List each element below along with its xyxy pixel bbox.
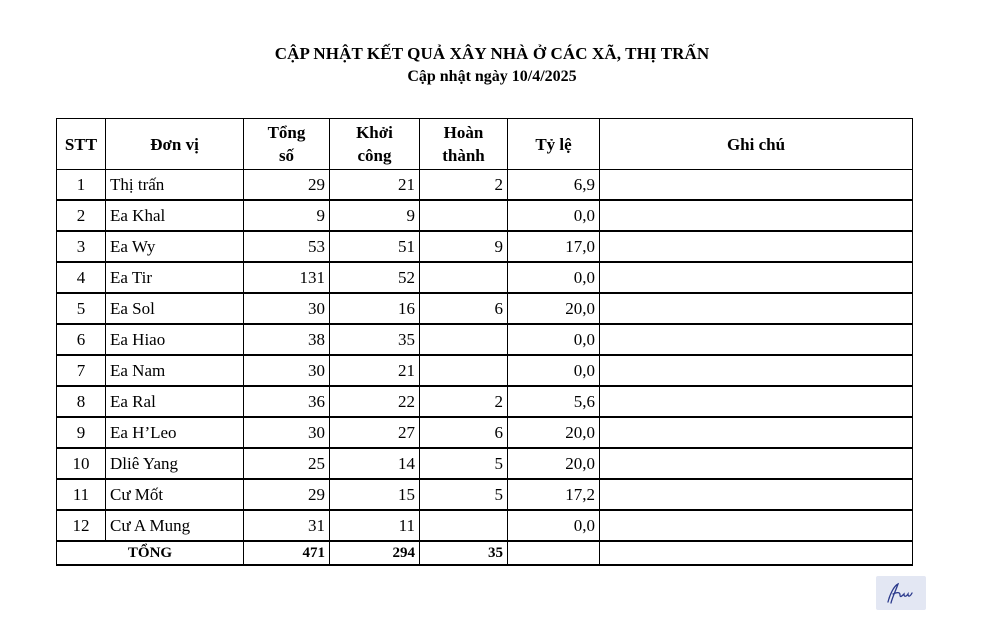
cell-total: 36 [244, 386, 330, 417]
cell-done: 2 [420, 170, 508, 201]
total-label: TỔNG [57, 541, 244, 565]
cell-total: 25 [244, 448, 330, 479]
header-total-line1: Tổng [267, 123, 306, 142]
cell-start: 35 [330, 324, 420, 355]
table-row [57, 170, 913, 201]
cell-unit: Ea Hiao [106, 324, 244, 355]
cell-start: 22 [330, 386, 420, 417]
cell-total: 29 [244, 170, 330, 201]
total-done: 35 [420, 541, 508, 565]
cell-unit: Ea Ral [106, 386, 244, 417]
header-total [244, 119, 330, 170]
cell-unit: Ea Sol [106, 293, 244, 324]
header-done [420, 119, 508, 170]
cell-rate: 0,0 [508, 200, 600, 231]
cell-unit: Ea H’Leo [106, 417, 244, 448]
total-total: 471 [244, 541, 330, 565]
cell-note [600, 417, 913, 448]
header-start [330, 119, 420, 170]
cell-unit: Cư A Mung [106, 510, 244, 541]
cell-note [600, 200, 913, 231]
table-row [57, 510, 913, 541]
cell-unit: Dliê Yang [106, 448, 244, 479]
cell-start: 21 [330, 170, 420, 201]
cell-start: 11 [330, 510, 420, 541]
header-unit: Đơn vị [106, 119, 244, 170]
cell-stt: 12 [57, 510, 106, 541]
cell-note [600, 324, 913, 355]
cell-total: 30 [244, 293, 330, 324]
cell-stt: 7 [57, 355, 106, 386]
signature-stamp [876, 576, 926, 610]
cell-unit: Thị trấn [106, 170, 244, 201]
cell-rate: 0,0 [508, 510, 600, 541]
table-row [57, 386, 913, 417]
cell-done: 6 [420, 417, 508, 448]
cell-rate: 0,0 [508, 324, 600, 355]
cell-stt: 4 [57, 262, 106, 293]
cell-rate: 0,0 [508, 262, 600, 293]
cell-unit: Ea Khal [106, 200, 244, 231]
cell-total: 38 [244, 324, 330, 355]
cell-unit: Ea Nam [106, 355, 244, 386]
header-done-line2: thành [442, 146, 485, 165]
cell-done: 2 [420, 386, 508, 417]
header-rate: Tỷ lệ [508, 119, 600, 170]
cell-start: 52 [330, 262, 420, 293]
total-note [600, 541, 913, 565]
total-start: 294 [330, 541, 420, 565]
header-start-line2: công [357, 146, 392, 165]
cell-total: 31 [244, 510, 330, 541]
cell-done [420, 262, 508, 293]
cell-note [600, 479, 913, 510]
cell-rate: 20,0 [508, 448, 600, 479]
cell-rate: 6,9 [508, 170, 600, 201]
cell-rate: 17,2 [508, 479, 600, 510]
cell-stt: 10 [57, 448, 106, 479]
cell-done: 9 [420, 231, 508, 262]
cell-done: 5 [420, 448, 508, 479]
cell-done: 6 [420, 293, 508, 324]
table-row [57, 479, 913, 510]
cell-start: 14 [330, 448, 420, 479]
cell-done: 5 [420, 479, 508, 510]
header-total-line2: số [278, 146, 295, 165]
header-stt: STT [57, 119, 106, 170]
results-table [56, 118, 913, 566]
table-row [57, 324, 913, 355]
signature-scribble-icon [876, 576, 926, 610]
header-start-line1: Khởi [356, 123, 393, 142]
table-total-row [57, 541, 913, 565]
cell-note [600, 170, 913, 201]
cell-note [600, 510, 913, 541]
cell-total: 30 [244, 355, 330, 386]
cell-stt: 9 [57, 417, 106, 448]
table-row [57, 200, 913, 231]
cell-rate: 20,0 [508, 417, 600, 448]
cell-total: 53 [244, 231, 330, 262]
header-done-line1: Hoàn [443, 123, 484, 142]
cell-note [600, 386, 913, 417]
cell-rate: 17,0 [508, 231, 600, 262]
cell-stt: 3 [57, 231, 106, 262]
cell-total: 30 [244, 417, 330, 448]
cell-note [600, 262, 913, 293]
cell-note [600, 231, 913, 262]
cell-rate: 0,0 [508, 355, 600, 386]
cell-rate: 5,6 [508, 386, 600, 417]
cell-note [600, 293, 913, 324]
document-title: CẬP NHẬT KẾT QUẢ XÂY NHÀ Ở CÁC XÃ, THỊ TRẤN [274, 44, 710, 63]
cell-unit: Ea Wy [106, 231, 244, 262]
cell-start: 15 [330, 479, 420, 510]
cell-note [600, 355, 913, 386]
cell-stt: 5 [57, 293, 106, 324]
cell-rate: 20,0 [508, 293, 600, 324]
cell-note [600, 448, 913, 479]
cell-stt: 6 [57, 324, 106, 355]
cell-stt: 1 [57, 170, 106, 201]
cell-unit: Cư Mốt [106, 479, 244, 510]
table-row [57, 231, 913, 262]
cell-start: 51 [330, 231, 420, 262]
table-header-row [57, 119, 913, 170]
cell-start: 27 [330, 417, 420, 448]
cell-start: 21 [330, 355, 420, 386]
cell-total: 131 [244, 262, 330, 293]
total-rate [508, 541, 600, 565]
cell-done [420, 324, 508, 355]
cell-start: 16 [330, 293, 420, 324]
table-row [57, 355, 913, 386]
header-note: Ghi chú [600, 119, 913, 170]
cell-stt: 11 [57, 479, 106, 510]
cell-stt: 2 [57, 200, 106, 231]
document-subtitle: Cập nhật ngày 10/4/2025 [407, 68, 577, 85]
table-row [57, 448, 913, 479]
cell-unit: Ea Tir [106, 262, 244, 293]
cell-total: 9 [244, 200, 330, 231]
cell-done [420, 200, 508, 231]
cell-total: 29 [244, 479, 330, 510]
cell-stt: 8 [57, 386, 106, 417]
cell-done [420, 510, 508, 541]
table-row [57, 293, 913, 324]
cell-done [420, 355, 508, 386]
table-row [57, 262, 913, 293]
cell-start: 9 [330, 200, 420, 231]
table-row [57, 417, 913, 448]
